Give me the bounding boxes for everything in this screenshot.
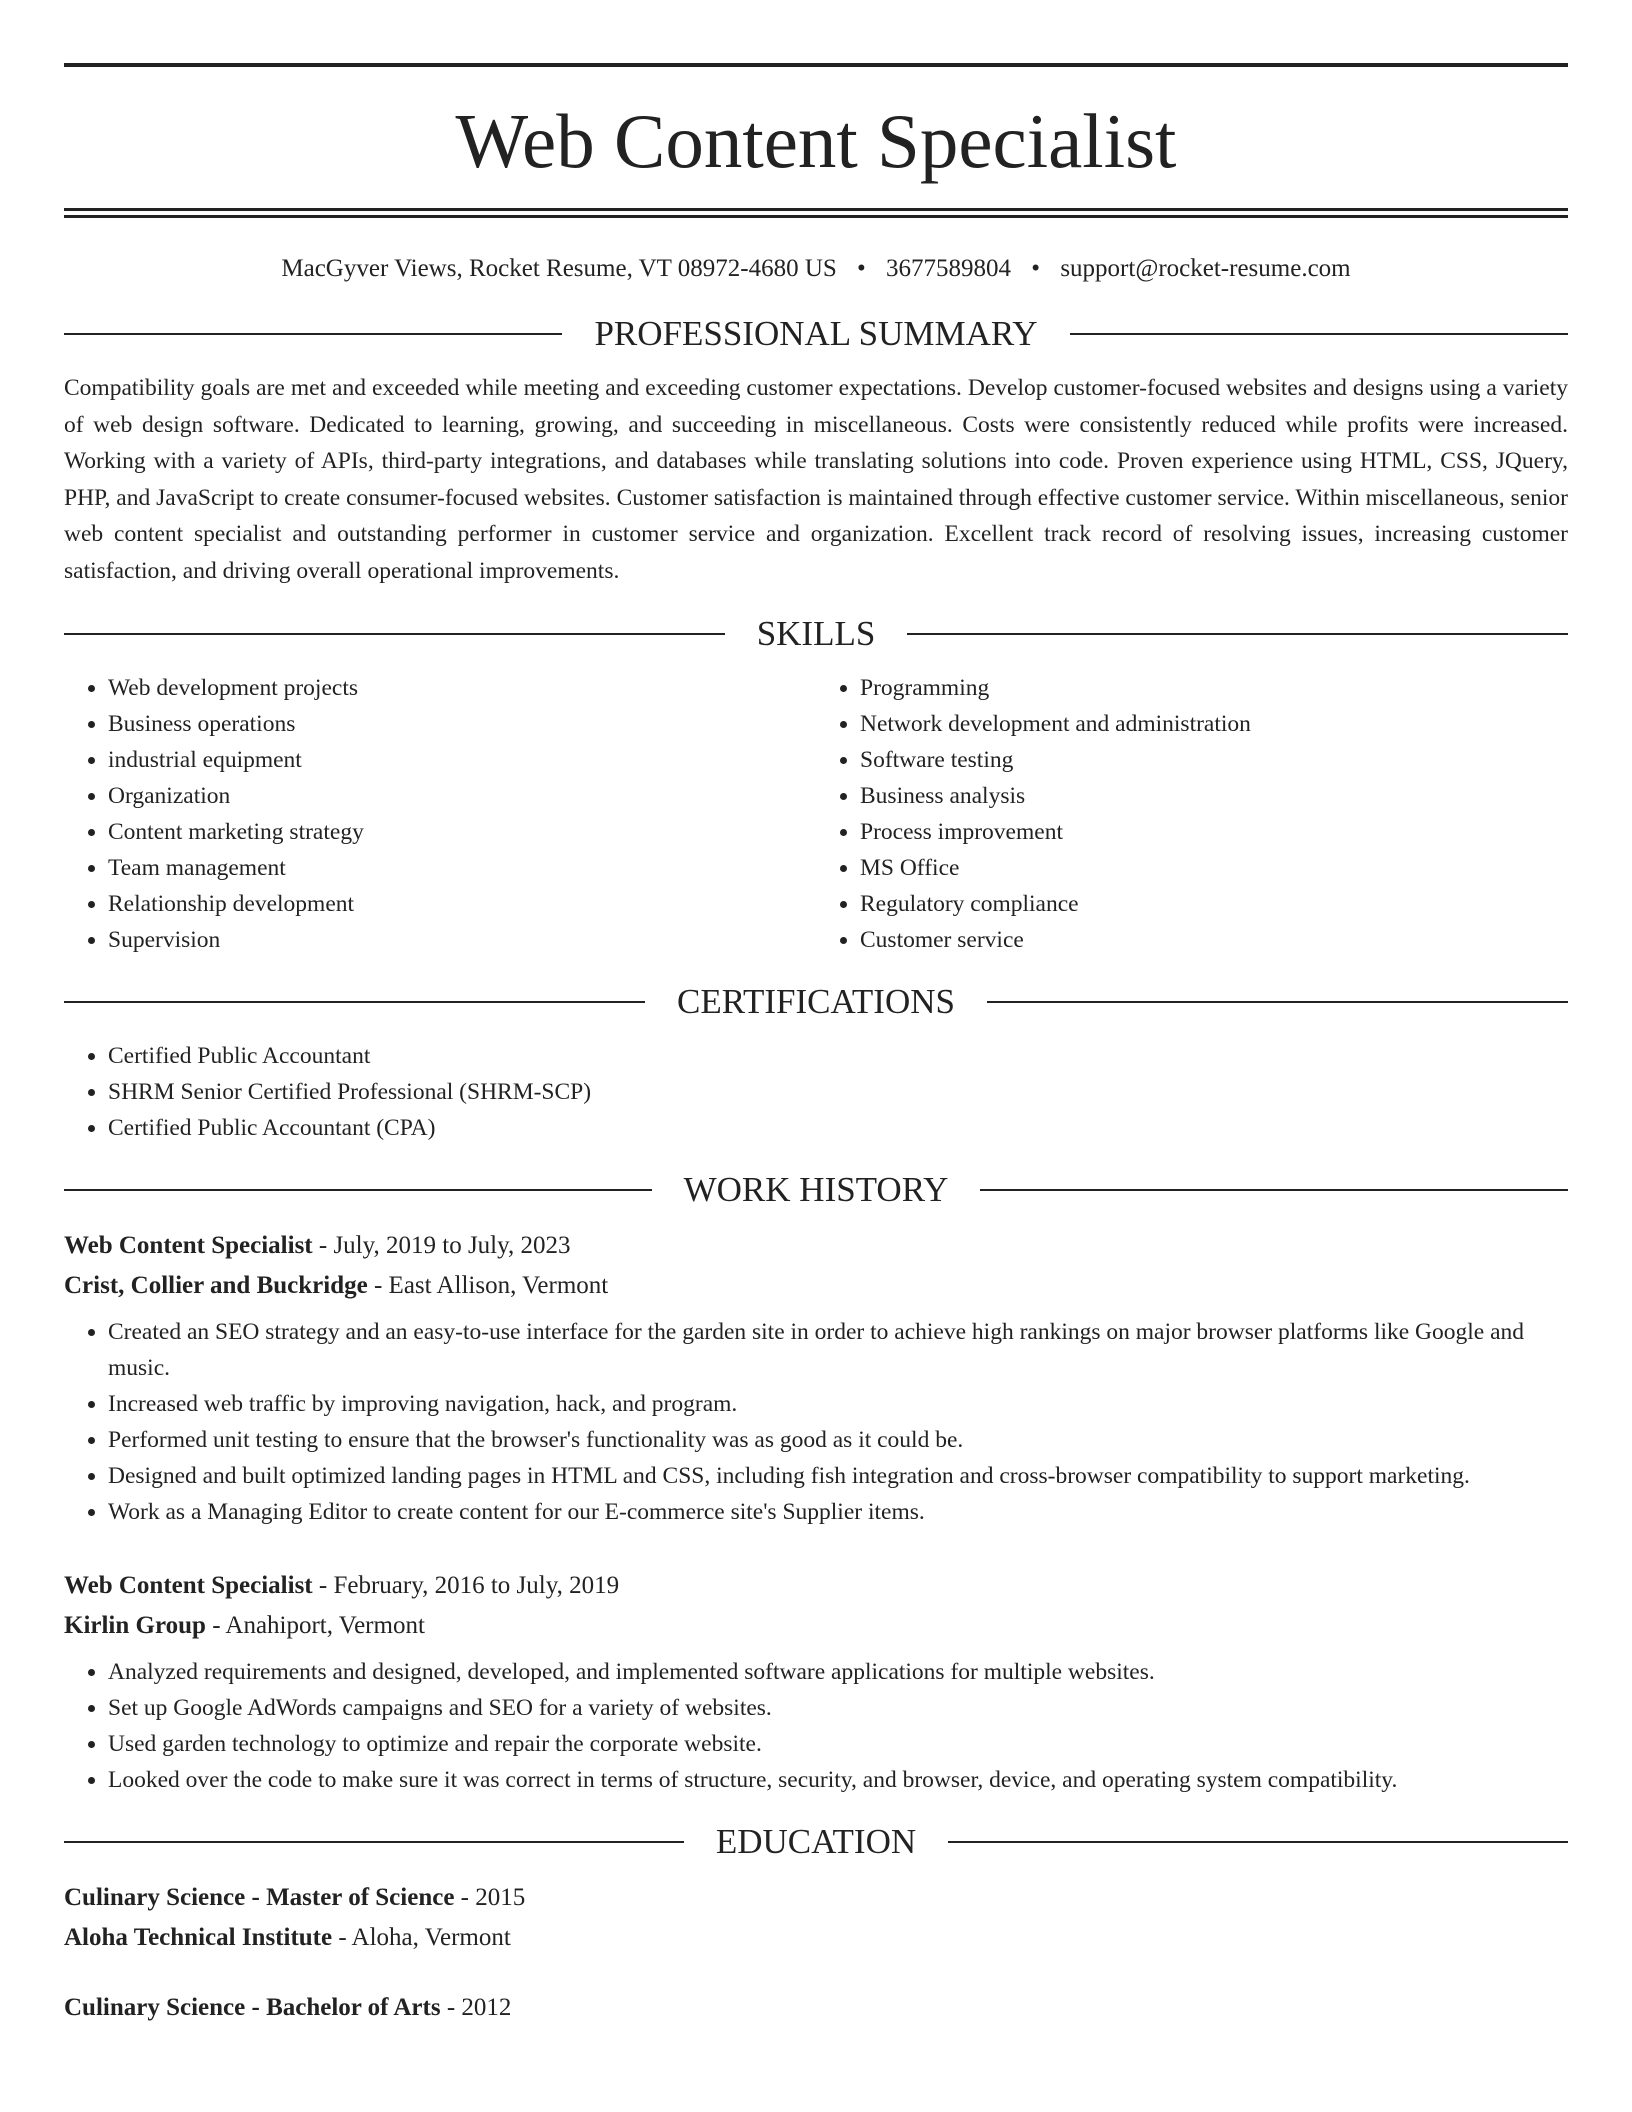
job-location: - East Allison, Vermont xyxy=(367,1271,609,1299)
divider xyxy=(987,1001,1568,1003)
job-bullet: • Used garden technology to optimize and repair the corporate website. xyxy=(108,1726,1568,1762)
job-title: Web Content Specialist xyxy=(64,1571,313,1599)
job-bullet: • Created an SEO strategy and an easy-to-use interface for the garden site in order to achieve high rankings on major browser platforms like Google and music. xyxy=(108,1314,1568,1386)
job-company-line xyxy=(64,1606,1568,1646)
job-bullet: • Designed and built optimized landing pages in HTML and CSS, including fish integration and cross-browser compatibility to support marketing. xyxy=(108,1458,1568,1494)
education-entry xyxy=(64,1988,1568,2028)
certifications-list xyxy=(64,1038,1568,1146)
job-company: Kirlin Group xyxy=(64,1611,206,1639)
section-heading-work xyxy=(64,1168,1568,1212)
job-dates: - July, 2019 to July, 2023 xyxy=(312,1231,571,1259)
section-title: PROFESSIONAL SUMMARY xyxy=(594,314,1038,353)
divider xyxy=(64,1189,652,1191)
job-bullet: • Increased web traffic by improving navigation, hack, and program. xyxy=(108,1386,1568,1422)
skills-list-right xyxy=(816,670,1568,958)
divider xyxy=(64,1001,645,1003)
skill-item: • Business operations xyxy=(108,706,816,742)
section-heading-summary xyxy=(64,312,1568,356)
section-heading-education xyxy=(64,1820,1568,1864)
section-heading-skills xyxy=(64,612,1568,656)
skill-item: • Customer service xyxy=(860,922,1568,958)
certification-item: • SHRM Senior Certified Professional (SHRM-SCP) xyxy=(108,1074,1568,1110)
education-degree-line xyxy=(64,1988,1568,2028)
page-title: Web Content Specialist xyxy=(455,98,1177,184)
resume-page xyxy=(64,0,1568,2028)
skill-item: • Relationship development xyxy=(108,886,816,922)
job-title-line xyxy=(64,1566,1568,1606)
skill-item: • Team management xyxy=(108,850,816,886)
job-bullet: • Work as a Managing Editor to create content for our E-commerce site's Supplier items. xyxy=(108,1494,1568,1530)
contact-phone: 3677589804 xyxy=(886,255,1012,282)
section-title: CERTIFICATIONS xyxy=(677,981,955,1021)
contact-email: support@rocket-resume.com xyxy=(1060,255,1351,282)
section-title: SKILLS xyxy=(756,613,876,653)
certification-item: • Certified Public Accountant xyxy=(108,1038,1568,1074)
education-degree: Culinary Science - Bachelor of Arts xyxy=(64,1993,441,2021)
education-year: - 2015 xyxy=(454,1883,526,1911)
skill-item: • Regulatory compliance xyxy=(860,886,1568,922)
skill-item: • Programming xyxy=(860,670,1568,706)
education-degree-line xyxy=(64,1878,1568,1918)
divider xyxy=(980,1189,1568,1191)
job-location: - Anahiport, Vermont xyxy=(205,1611,425,1639)
contact-address: MacGyver Views, Rocket Resume, VT 08972-4680 US xyxy=(281,255,837,282)
title-double-rule xyxy=(64,208,1568,218)
job-bullet: • Set up Google AdWords campaigns and SEO for a variety of websites. xyxy=(108,1690,1568,1726)
contact-separator: • xyxy=(1031,255,1041,282)
job-title: Web Content Specialist xyxy=(64,1231,313,1259)
skills-columns xyxy=(64,670,1568,958)
certification-item: • Certified Public Accountant (CPA) xyxy=(108,1110,1568,1146)
divider xyxy=(64,333,562,335)
education-degree: Culinary Science - Master of Science xyxy=(64,1883,455,1911)
divider xyxy=(948,1841,1568,1843)
skill-item: • Network development and administration xyxy=(860,706,1568,742)
skill-item: • Supervision xyxy=(108,922,816,958)
job-company-line xyxy=(64,1266,1568,1306)
job-dates: - February, 2016 to July, 2019 xyxy=(312,1571,620,1599)
skill-item: • Process improvement xyxy=(860,814,1568,850)
skill-item: • Software testing xyxy=(860,742,1568,778)
job-bullets xyxy=(64,1654,1568,1798)
education-entry xyxy=(64,1878,1568,1958)
skill-item: • Web development projects xyxy=(108,670,816,706)
summary-text: Compatibility goals are met and exceeded while meeting and exceeding customer expectations. Develop customer-focused websites and designs using a variety of web design software. Dedicated to learning, growing, and succeeding in miscellaneous. Costs were consistently reduced while profits were increased. Working with a variety of APIs, third-party integrations, and databases while translating solutions into code. Proven experience using HTML, CSS, JQuery, PHP, and JavaScript to create consumer-focused websites. Customer satisfaction is maintained through effective customer service. Within miscellaneous, senior web content specialist and outstanding performer in customer service and organization. Excellent track record of resolving issues, increasing customer satisfaction, and driving overall operational improvements. xyxy=(64,375,1568,584)
education-school: Aloha Technical Institute xyxy=(64,1923,333,1951)
contact-line xyxy=(64,254,1568,284)
job-title-line xyxy=(64,1226,1568,1266)
divider xyxy=(64,633,725,635)
skill-item: • Organization xyxy=(108,778,816,814)
skill-item: • Content marketing strategy xyxy=(108,814,816,850)
divider xyxy=(907,633,1568,635)
divider xyxy=(64,1841,684,1843)
job-bullets xyxy=(64,1314,1568,1530)
skill-item: • Business analysis xyxy=(860,778,1568,814)
job-company: Crist, Collier and Buckridge xyxy=(64,1271,368,1299)
contact-separator: • xyxy=(857,255,866,282)
section-title: EDUCATION xyxy=(715,1821,917,1861)
education-school-line xyxy=(64,1918,1568,1958)
section-heading-certifications xyxy=(64,980,1568,1024)
skills-list-left xyxy=(64,670,816,958)
education-year: - 2012 xyxy=(440,1993,512,2021)
education-location: - Aloha, Vermont xyxy=(332,1923,511,1951)
job-entry xyxy=(64,1566,1568,1798)
skill-item: • MS Office xyxy=(860,850,1568,886)
job-bullet: • Performed unit testing to ensure that the browser's functionality was as good as it could be. xyxy=(108,1422,1568,1458)
job-bullet: • Looked over the code to make sure it was correct in terms of structure, security, and browser, device, and operating system compatibility. xyxy=(108,1762,1568,1798)
divider xyxy=(1070,333,1568,335)
skill-item: • industrial equipment xyxy=(108,742,816,778)
section-title: WORK HISTORY xyxy=(683,1169,949,1209)
job-bullet: • Analyzed requirements and designed, developed, and implemented software applications for multiple websites. xyxy=(108,1654,1568,1690)
top-rule xyxy=(64,63,1568,67)
job-entry xyxy=(64,1226,1568,1530)
